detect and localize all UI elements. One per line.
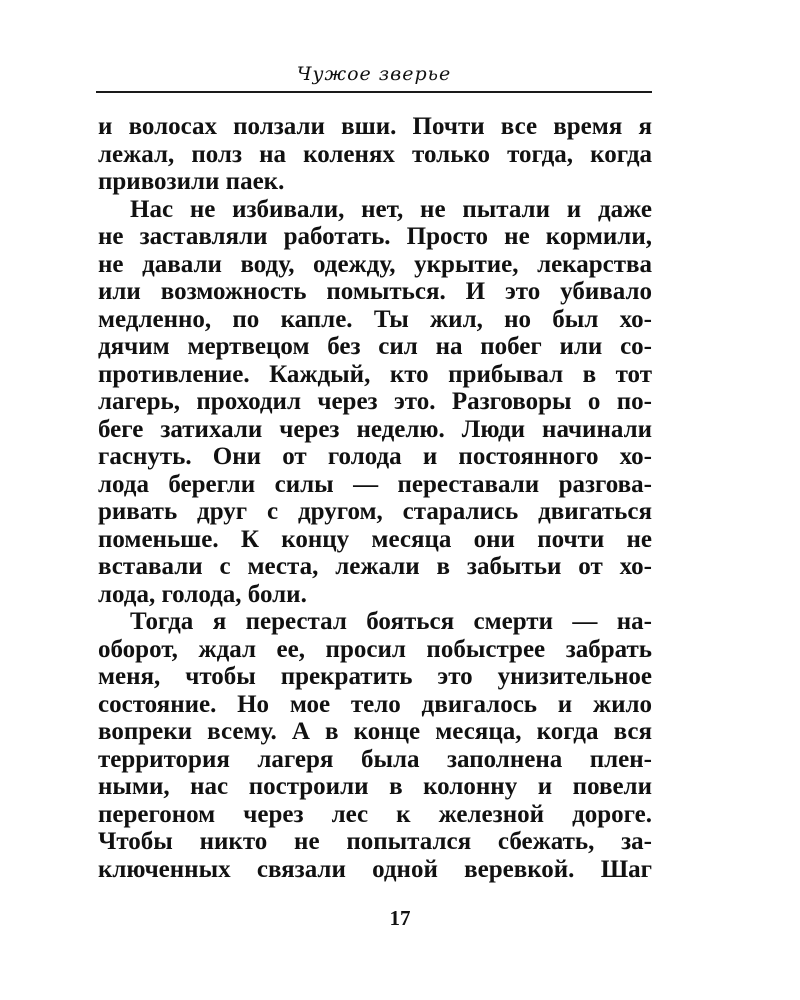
text-line: вопреки всему. А в конце месяца, когда вся <box>98 718 652 745</box>
running-head-title: Чужое зверье <box>296 63 452 85</box>
text-line: и волосах ползали вши. Почти все время я <box>98 113 652 140</box>
text-line: Чтобы никто не попытался сбежать, за- <box>98 828 652 855</box>
header-rule <box>96 91 652 93</box>
text-line: не давали воду, одежду, укрытие, лекарства <box>98 250 652 278</box>
text-line: ривать друг с другом, старались двигаться <box>98 498 652 525</box>
text-line: противление. Каждый, кто прибывал в тот <box>98 360 652 388</box>
text-line: беге затихали через неделю. Люди начинали <box>98 415 652 443</box>
body-text <box>98 113 652 883</box>
text-line: оборот, ждал ее, просил побыстрее забрать <box>98 635 652 663</box>
text-line: не заставляли работать. Просто не кормили, <box>98 223 652 250</box>
text-line: перегоном через лес к железной дороге. <box>98 800 652 828</box>
page-number: 17 <box>389 906 411 930</box>
text-line: дячим мертвецом без сил на побег или со- <box>98 333 652 360</box>
text-line: состояние. Но мое тело двигалось и жило <box>98 690 652 718</box>
text-line: или возможность помыться. И это убивало <box>98 278 652 305</box>
text-line: медленно, по капле. Ты жил, но был хо- <box>98 305 652 333</box>
text-line: лежал, полз на коленях только тогда, когда <box>98 140 652 168</box>
text-line: Тогда я перестал бояться смерти — на- <box>130 608 652 635</box>
text-line: Нас не избивали, нет, не пытали и даже <box>130 195 652 223</box>
text-line: ключенных связали одной веревкой. Шаг <box>98 855 652 883</box>
text-line: ными, нас построили в колонну и повели <box>98 773 652 800</box>
text-line: привозили паек. <box>98 168 285 195</box>
text-line: меня, чтобы прекратить это унизительное <box>98 663 652 690</box>
text-line: лагерь, проходил через это. Разговоры о по- <box>98 388 652 415</box>
text-line: лода, голода, боли. <box>98 580 307 608</box>
text-line: вставали с места, лежали в забытьи от хо- <box>98 553 652 580</box>
text-line: поменьше. К концу месяца они почти не <box>98 525 652 553</box>
text-line: гаснуть. Они от голода и постоянного хо- <box>98 443 652 470</box>
text-line: территория лагеря была заполнена плен- <box>98 745 652 773</box>
text-line: лода берегли силы — переставали разгова- <box>98 470 652 498</box>
